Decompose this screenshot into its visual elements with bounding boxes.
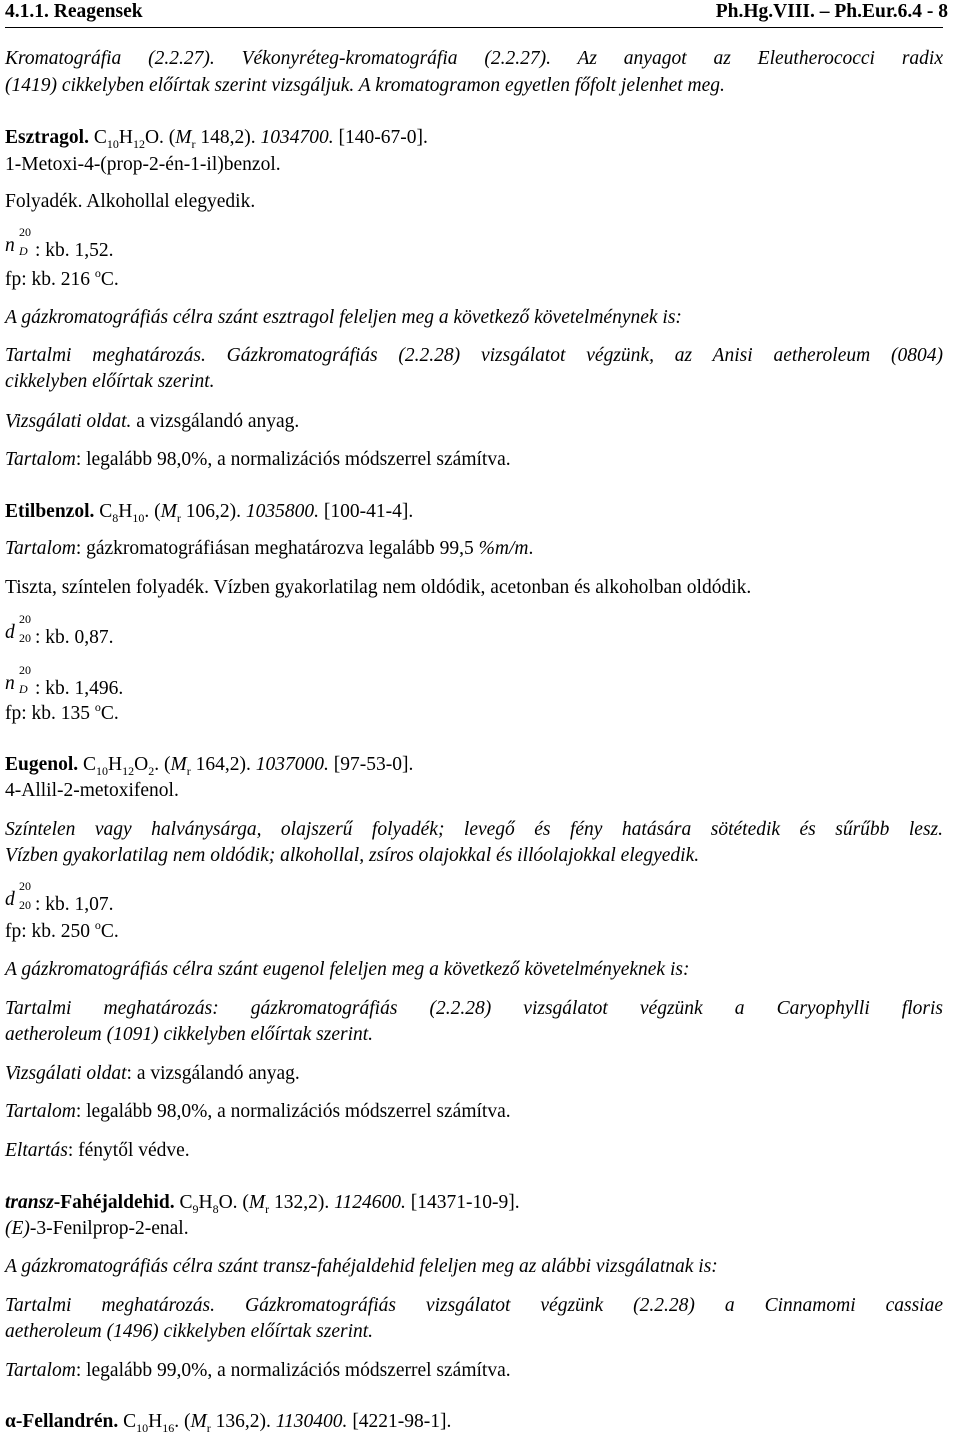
esztragol-cas: [140-67-0]. (333, 127, 428, 148)
esztragol-title-line: Esztragol. $C_{10}H_{12}O$. ($M_r$ 148,2). 1034700. [140-67-0]. (5, 127, 428, 151)
eugenol-description-line-2: Vízben gyakorlatilag nem oldódik; alkohollal, zsíros olajokkal és illóolajokkal elegyedik. (5, 845, 700, 866)
etilbenzol-relative-density: d 20 20 : kb. 0,87. (5, 612, 114, 648)
eugenol-content: Tartalom: legalább 98,0%, a normalizációs módszerrel számítva. (5, 1101, 511, 1122)
fellandren-cas: [4221-98-1]. (347, 1411, 452, 1432)
eugenol-title-line: Eugenol. $C_{10}H_{12}O_2$. ($M_r$ 164,2). 1037000. [97-53-0]. (5, 754, 414, 778)
etilbenzol-content: Tartalom: gázkromatográfiásan meghatározva legalább 99,5 %m/m. (5, 538, 534, 559)
eugenol-assay-line-2: aetheroleum (1091) cikkelyben előírtak szerint. (5, 1024, 374, 1045)
fellandren-title-line: α-Fellandrén. $C_{10}H_{16}$. ($M_r$ 136,2). 1130400. [4221-98-1]. (5, 1411, 452, 1435)
section-heading: 4.1.1. Reagensek (5, 1, 143, 22)
eugenol-name: Eugenol. (5, 754, 79, 775)
esztragol-code: 1034700. (260, 127, 334, 148)
intro-line-2: (1419) cikkelyben előírtak szerint vizsgáljuk. A kromatogramon egyetlen főfolt jelenhet meg. (5, 75, 725, 96)
eugenol-cas: [97-53-0]. (328, 754, 414, 775)
esztragol-boiling-point: fp: kb. 216 $^o$C. (5, 266, 119, 290)
etilbenzol-description: Tiszta, színtelen folyadék. Vízben gyakorlatilag nem oldódik, acetonban és alkoholban oldódik. (5, 577, 752, 598)
fahejaldehid-cas: [14371-10-9]. (405, 1192, 520, 1213)
etilbenzol-code: 1035800. (245, 501, 319, 522)
eugenol-relative-density: d 20 20 : kb. 1,07. (5, 879, 114, 915)
esztragol-iupac: 1-Metoxi-4-(prop-2-én-1-il)benzol. (5, 154, 281, 175)
fahejaldehid-iupac: (E)-3-Fenilprop-2-enal. (5, 1218, 189, 1239)
eugenol-description-line-1: Színtelen vagy halványsárga, olajszerű folyadék; levegő és fény hatására sötétedik és sűrűbb lesz. (5, 819, 943, 840)
eugenol-code: 1037000. (255, 754, 329, 775)
esztragol-test-solution: Vizsgálati oldat. a vizsgálandó anyag. (5, 411, 300, 432)
alpha-symbol: α (5, 1411, 16, 1432)
refractive-index-symbol: n 20 D (5, 663, 31, 696)
esztragol-description: Folyadék. Alkohollal elegyedik. (5, 191, 256, 212)
eugenol-test-solution: Vizsgálati oldat: a vizsgálandó anyag. (5, 1063, 300, 1084)
fahejaldehid-title-line: transz-Fahéjaldehid. $C_9H_8O$. ($M_r$ 132,2). 1124600. [14371-10-9]. (5, 1192, 520, 1216)
intro-line-1: Kromatográfia (2.2.27). Vékonyréteg-kromatográfia (2.2.27). Az anyagot az Eleutherococci radix (5, 48, 943, 69)
header-divider (5, 27, 943, 28)
fellandren-name: -Fellandrén. (15, 1411, 119, 1432)
fahejaldehid-name: -Fahéjaldehid. (53, 1192, 175, 1213)
fahejaldehid-assay-line-1: Tartalmi meghatározás. Gázkromatográfiás vizsgálatot végzünk (2.2.28) a Cinnamomi cassiae (5, 1295, 943, 1316)
pharmacopoeia-reference: Ph.Hg.VIII. – Ph.Eur.6.4 - 8 (715, 1, 948, 22)
etilbenzol-boiling-point: fp: kb. 135 $^o$C. (5, 700, 119, 724)
fellandren-code: 1130400. (275, 1411, 348, 1432)
eugenol-boiling-point: fp: kb. 250 $^o$C. (5, 918, 119, 942)
esztragol-name: Esztragol. (5, 127, 89, 148)
etilbenzol-title-line: Etilbenzol. $C_8H_{10}$. ($M_r$ 106,2). 1035800. [100-41-4]. (5, 501, 414, 525)
relative-density-symbol: d 20 20 (5, 879, 31, 912)
esztragol-content: Tartalom: legalább 98,0%, a normalizációs módszerrel számítva. (5, 449, 511, 470)
esztragol-gc-requirement: A gázkromatográfiás célra szánt esztragol feleljen meg a következő követelménynek is: (5, 307, 682, 328)
eugenol-gc-requirement: A gázkromatográfiás célra szánt eugenol feleljen meg a következő követelményeknek is: (5, 959, 690, 980)
eugenol-storage: Eltartás: fénytől védve. (5, 1140, 190, 1161)
fahejaldehid-content: Tartalom: legalább 99,0%, a normalizációs módszerrel számítva. (5, 1360, 511, 1381)
esztragol-assay-line-2: cikkelyben előírtak szerint. (5, 371, 215, 392)
esztragol-refractive-index: n 20 D : kb. 1,52. (5, 225, 114, 261)
refractive-index-symbol: n 20 D (5, 225, 31, 258)
fahejaldehid-code: 1124600. (334, 1192, 406, 1213)
etilbenzol-name: Etilbenzol. (5, 501, 95, 522)
fahejaldehid-assay-line-2: aetheroleum (1496) cikkelyben előírtak szerint. (5, 1321, 374, 1342)
etilbenzol-refractive-index: n 20 D : kb. 1,496. (5, 663, 124, 699)
eugenol-iupac: 4-Allil-2-metoxifenol. (5, 780, 179, 801)
esztragol-assay-line-1: Tartalmi meghatározás. Gázkromatográfiás (2.2.28) vizsgálatot végzünk, az Anisi aetheroleum (0804) (5, 345, 943, 366)
relative-density-symbol: d 20 20 (5, 612, 31, 645)
eugenol-assay-line-1: Tartalmi meghatározás: gázkromatográfiás (2.2.28) vizsgálatot végzünk a Caryophylli floris (5, 998, 943, 1019)
fahejaldehid-gc-requirement: A gázkromatográfiás célra szánt transz-fahéjaldehid feleljen meg az alábbi vizsgálatnak is: (5, 1256, 718, 1277)
etilbenzol-cas: [100-41-4]. (319, 501, 414, 522)
